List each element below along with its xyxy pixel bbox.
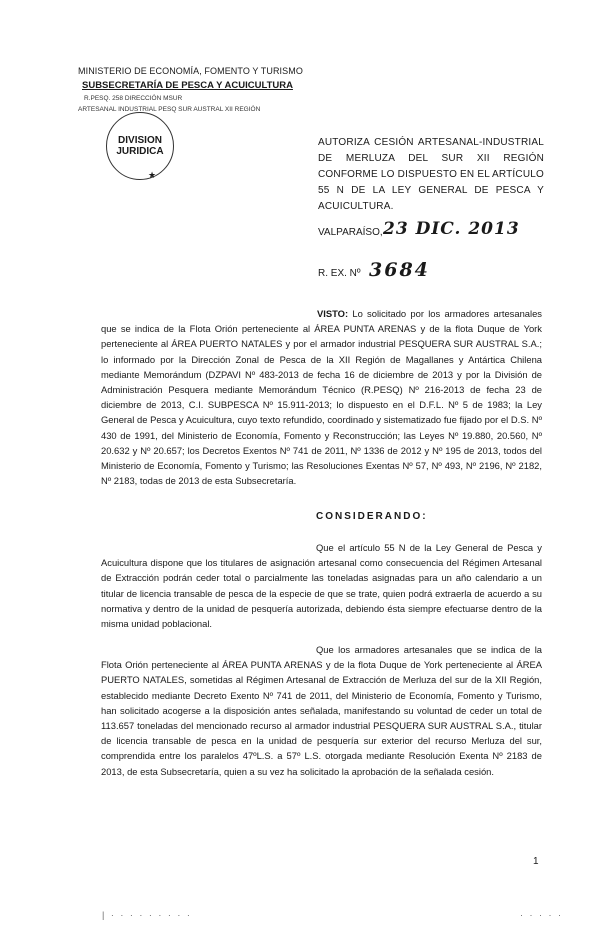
- reference-line-1: R.PESQ. 258 DIRECCIÓN MSUR: [84, 95, 183, 102]
- stamp-line-1: DIVISION: [118, 135, 162, 146]
- subsecretaria-name: SUBSECRETARÍA DE PESCA Y ACUICULTURA: [82, 80, 293, 91]
- visto-text: Lo solicitado por los armadores artesanales que se indica de la Flota Orión perteneciente al ÁREA PUNTA ARENAS y de la flota Duque de York perteneciente al ÁREA PUERTO NATALES y por el armador industrial PESQUERA SUR AUSTRAL S.A.; lo informado por la Dirección Zonal de Pesca de la XII Región de Magallanes y Antártica Chilena mediante Memorándum (DZPAVI Nº 483-2013 de fecha 16 de diciembre de 2013 y por la División de Administración Pesquera mediante Memorándum Técnico (R.PESQ) Nº 216-2013 de fecha 23 de diciembre de 2013, C.I. SUBPESCA Nº 15.911-2013; lo dispuesto en el D.F.L. Nº 5 de 1983; la Ley General de Pesca y Acuicultura, cuyo texto refundido, coordinado y sistematizado fue fijado por el D.S. Nº 430 de 1991, del Ministerio de Economía, Fomento y Reconstrucción; las Leyes Nº 19.880, 20.560, Nº 20.632 y Nº 20.657; los Decretos Exentos Nº 741 de 2011, Nº 1336 de 2012 y Nº 195 de 2013, todos del Ministerio de Economía, Fomento y Turismo; las Resoluciones Exentas Nº 57, Nº 493, Nº 2196, Nº 2182, Nº 2183, todas de 2013 de esta Subsecretaría.: [101, 308, 542, 487]
- resolution-date: 23 DIC. 2013: [383, 219, 520, 239]
- considerando-heading: CONSIDERANDO:: [316, 511, 428, 522]
- stamp-line-2: JURIDICA: [116, 146, 164, 157]
- division-juridica-stamp: [106, 112, 174, 180]
- place-label: VALPARAÍSO,: [318, 227, 383, 238]
- resolution-number: 3684: [369, 259, 430, 281]
- resolution-title: AUTORIZA CESIÓN ARTESANAL-INDUSTRIAL DE MERLUZA DEL SUR XII REGIÓN CONFORME LO DISPUESTO EN EL ARTÍCULO 55 N DE LA LEY GENERAL DE PESCA Y ACUICULTURA.: [318, 137, 544, 212]
- page-number: 1: [533, 856, 539, 867]
- scan-marks-left: | · · · · · · · · ·: [102, 910, 192, 920]
- considerando-paragraph-2: Que los armadores artesanales que se indica de la Flota Orión perteneciente al ÁREA PUNTA ARENAS y de la flota Duque de York perteneciente al ÁREA PUERTO NATALES, sometidas al Régimen Artesanal de Extracción de Merluza del sur de la XII Región, establecido mediante Decreto Exento Nº 741 de 2011, del Ministerio de Economía, Fomento y Turismo, han solicitado acogerse a la disposición antes señalada, manifestando su voluntad de ceder un total de 113.657 toneladas del mencionado recurso al armador industrial PESQUERA SUR AUSTRAL S.A., titular de licencia transable de pesca en la unidad de pesquería sur exterior del recurso Merluza del sur, comprendida entre los paralelos 47ºL.S. a 57º L.S. otorgada mediante Resolución Exenta Nº 2183 de 2013, de esta Subsecretaría, quien a su vez ha solicitado la aprobación de la señalada cesión.: [101, 644, 542, 777]
- visto-paragraph: [101, 306, 542, 488]
- scan-marks-right: · · · · ·: [520, 910, 563, 920]
- visto-label: VISTO:: [317, 308, 349, 319]
- stamp-star-icon: ★: [148, 170, 157, 180]
- resolution-number-label: R. EX. Nº: [318, 268, 361, 279]
- ministry-name: MINISTERIO DE ECONOMÍA, FOMENTO Y TURISMO: [78, 66, 303, 76]
- considerando-paragraph-1: Que el artículo 55 N de la Ley General de Pesca y Acuicultura dispone que los titulares de asignación artesanal como consecuencia del Régimen Artesanal de Extracción podrán ceder total o parcialmente las toneladas asignadas para un año calendario a un titular de licencia transable de pesca de la especie de que se trate, quien podrá extraerla de acuerdo a su normativa y dentro de la unidad de pesquería autorizada, debiendo ésta siempre efectuarse dentro de la misma unidad poblacional.: [101, 542, 542, 630]
- reference-line-2: ARTESANAL INDUSTRIAL PESQ SUR AUSTRAL XII REGIÓN: [78, 106, 261, 113]
